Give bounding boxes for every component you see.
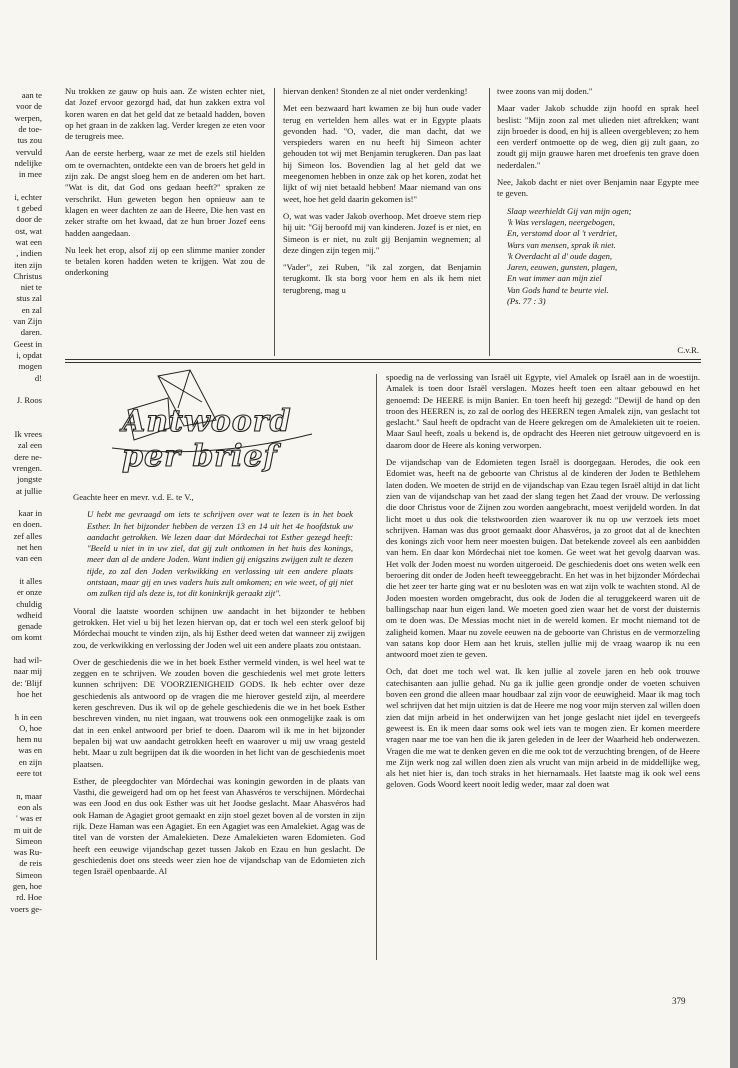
column-rule: [489, 88, 490, 356]
logo-title: Antwoord per brief: [122, 404, 292, 474]
author-signature: C.v.R.: [677, 344, 699, 355]
adjacent-page-fragment: at jullie: [15, 485, 42, 496]
adjacent-page-fragment: aan te: [21, 90, 42, 100]
adjacent-page-fragment: d!: [34, 372, 42, 383]
adjacent-page-fragment: , indien: [16, 248, 42, 259]
verse-line: En wat immer aan mijn ziel: [507, 273, 602, 284]
paragraph: "Vader", zei Ruben, "ik zal zorgen, dat Benjamin terugkomt. Ik sta borg voor hem en als ik hem niet terugbreng, mag u: [283, 262, 481, 295]
adjacent-page-fragment: naar mij: [13, 666, 42, 677]
paragraph: Over de geschiedenis die we in het boek Esther vermeld vinden, is wel heel wat te zeggen en te schrijven. We zouden boven die geschiedenis wel met grote letters kunnen schrijven: DE VOORZIENIGHEID GODS. Ik heb echter over deze geschiedenis als antwoord op de vragen die me hierover gesteld zijn, al meerdere keren geschreven. Dus ik wil op de gehele geschiedenis die we in het boek Esther beschreven vinden, nu niet ingaan, wat trouwens ook een onmogelijke zaak is om dat in een enkel antwoord per brief te doen. Daarom wil ik me in het bijzonder bepalen bij wat uw aandacht getrokken heeft en waarover u mij uw vraag gesteld hebt. Maar u zult begrijpen dat ik die woorden in het licht van de geschiedenis moet plaatsen.: [73, 656, 365, 769]
adjacent-page-fragment: van een: [15, 553, 42, 564]
adjacent-page-fragment: Simeon: [15, 835, 42, 846]
verse-line: Van Gods hand te beurte viel.: [507, 284, 609, 295]
letter-column-1: [73, 492, 365, 958]
adjacent-page-fragment: m uit de: [13, 824, 42, 835]
top-article-column-3: [497, 86, 699, 356]
adjacent-page-fragment: en doen.: [12, 519, 42, 530]
letter-column-2: [386, 372, 700, 972]
adjacent-page-fragment: it alles: [19, 575, 42, 586]
verse-line: Jaren, eeuwen, gunsten, plagen,: [507, 262, 618, 273]
adjacent-page-fragment: h in een: [14, 711, 42, 722]
top-article-column-2: [283, 86, 481, 354]
adjacent-page-fragment: voers ge-: [10, 903, 42, 914]
adjacent-page-fragments: [0, 0, 44, 914]
verse-line: Wars van mensen, sprak ik niet.: [507, 239, 616, 250]
adjacent-page-fragment: zal een: [17, 440, 42, 451]
adjacent-page-fragment: de reis: [19, 858, 42, 869]
adjacent-page-fragment: hem nu: [16, 734, 42, 745]
adjacent-page-fragment: ost, wat: [15, 225, 42, 236]
verse-line: En, verstomd door al 't verdriet,: [507, 228, 618, 239]
adjacent-page-fragment: had wil-: [13, 655, 42, 665]
paragraph: Nu leek het erop, alsof zij op een slimme manier zonder te betalen koren hadden weten te krijgen. Wat zou de onderkoning: [65, 244, 265, 278]
adjacent-page-fragment: en zal: [21, 304, 42, 315]
paragraph: hiervan denken! Stonden ze al niet onder verdenking!: [283, 86, 468, 96]
adjacent-page-fragment: om komt: [11, 632, 42, 643]
adjacent-page-fragment: kaar in: [18, 508, 42, 519]
adjacent-page-fragment: zef alles: [13, 530, 42, 541]
adjacent-page-fragment: was Ru-: [13, 847, 42, 858]
column-rule: [376, 374, 377, 960]
antwoord-per-brief-logo: [98, 368, 328, 474]
adjacent-page-fragment: door de: [15, 214, 42, 225]
adjacent-page-fragment: eon als: [17, 801, 42, 812]
adjacent-page-fragment: iten zijn: [14, 259, 42, 270]
paragraph: Maar vader Jakob schudde zijn hoofd en sprak heel beslist: "Mijn zoon zal met ulieden niet aftrekken; want zijn broeder is dood, en hij is alleen overgebleven; zo hem een verderf ontmoette op de weg, dien gij zult gaan, zo zoudt gij mijn grauwe haren met droefenis ten grave doen nederdalen.": [497, 103, 699, 170]
adjacent-page-fragment: chuldig: [16, 598, 42, 609]
paragraph: Nu trokken ze gauw op huis aan. Ze wisten echter niet, dat Jozef ervoor gezorgd had, dat hun zakken extra vol koren waren en dat het geld dat ze betaald hadden, boven op het graan in de zakken lag. Verder kregen ze eten voor de terugreis mee.: [65, 86, 265, 142]
adjacent-page-fragment: jongste: [17, 474, 42, 485]
adjacent-page-fragment: en zijn: [18, 756, 42, 767]
page-number: 379: [672, 996, 686, 1006]
adjacent-page-fragment: in mee: [18, 169, 42, 180]
adjacent-page-fragment: de: 'Blijf: [12, 677, 42, 688]
section-divider: [65, 359, 701, 360]
adjacent-page-fragment: wat een: [15, 236, 42, 247]
adjacent-page-fragment: Christus: [13, 270, 42, 281]
paragraph: spoedig na de verlossing van Israël uit Egypte, viel Amalek op Israël aan in de woestijn. Amalek is toen door Israël verslagen. Mozes heeft toen een altaar gebouwd en het genoemd: De HEERE is mijn Banier. En toen heeft hij gezegd: "Dewijl de hand op den troon des HEEREN is, zo zal de oorlog des HEEREN tegen Amalek zijn, van geslacht tot geslacht." Saul heeft de opdracht van de Heere gekregen om de Amalekieten uit te roeien. Maar Saul heeft, zoals u bekend is, de opdracht des Heeren niet getrouw uitgevoerd en is daarom door de Heere als koning verworpen.: [386, 372, 700, 450]
verse-line: (Ps. 77 : 3): [507, 296, 546, 307]
adjacent-page-fragment: van Zijn: [13, 316, 42, 326]
paragraph: Met een bezwaard hart kwamen ze bij hun oude vader terug en vertelden hem alles wat er in Egypte plaats gevonden had. "O, vader, die man dacht, dat we verspieders waren en nu heeft hij Simeon achter gehouden tot wij met Benjamin terugkeren. Dan pas laat hij Simeon los. Bovendien lag al het geld dat we meegenomen hebben in onze zak op het koren, zodat het lijkt of wij niet betaald hebben! Maar niemand van ons weet, hoe het geld daarin gekomen is!": [283, 103, 481, 204]
adjacent-page-fragment: Simeon: [15, 869, 42, 880]
adjacent-page-fragment: werpen,: [14, 112, 42, 123]
adjacent-page-fragment: niet te: [20, 282, 42, 293]
salutation: Geachte heer en mevr. v.d. E. te V.,: [73, 492, 194, 502]
paragraph: O, wat was vader Jakob overhoop. Met droeve stem riep hij uit: "Gij beroofd mij van kinderen. Jozef is er niet, en Simeon is er niet, nu zult gij Benjamin wegnemen; al deze dingen zijn tegen mij.": [283, 210, 481, 255]
top-article-column-1: [65, 86, 265, 354]
adjacent-page-fragment: net hen: [16, 542, 42, 552]
paragraph: Aan de eerste herberg, waar ze met de ezels stil hielden om te overnachten, ontdekte een van de broers het geld in zijn zak. De angst sloeg hem en de anderen om het hart. "Wat is dit, dat God ons gedaan heeft?" spraken ze verschrikt. Hun geweten begon hen opnieuw aan te klagen en weer dachten ze aan de Heere, Die hen vast en zeker strafte om het kwaad, dat ze hun broer Jozef eens hadden aangedaan.: [65, 148, 265, 238]
adjacent-page-fragment: Geest in: [13, 338, 42, 349]
verse-line: 'k Overdacht al d' oude dagen,: [507, 250, 613, 261]
adjacent-page-fragment: ' was er: [16, 813, 42, 824]
paragraph: De vijandschap van de Edomieten tegen Israël is doorgegaan. Herodes, die ook een Edomiet was, heeft na de geboorte van Christus al de kinderen der Joden te Bethlehem laten doden. We moeten de strijd en de vijandschap van Ezau tegen Israël altijd in dat licht zien van de vijandschap van het zaad der slang tegen het Zaad der vrouw. De verlossing die door Christus voor de Zijnen zou worden aangebracht, moest verijdeld worden. In dat licht moet u dus ook die tekstwoorden zien waarover ik nu op uw verzoek iets moet schrijven. Haman was dus groot gemaakt door Ahasvéros, ja zo groot dat al de knechten des konings zich voor hem neer moesten buigen. Dat betekende zoveel als een aanbidden van hem. En daar kon Mórdechai niet toe komen. Ge weet wat het gevolg daarvan was. Het volk der Joden moest nu worden uitgeroeid. De geschiedenis doet ons weten welk een beroering dit onder de Joden heeft teweeggebracht. En het was in het bijzonder Mórdechai die het zeer ter harte ging wat er nu besloten was en wat zijn volk te wachten stond. Al de Joden moesten worden omgebracht, dus ook de Joden die al teruggekeerd waren uit de ballingschap naar hun eigen land. We moeten goed zien waar het de vorst der duisternis om te doen was. De Messias mocht niet in de wereld komen. Er mocht niemand tot de zaligheid komen. Maar nu zovele eeuwen na de geboorte van Christus en de vermorzeling van satans kop door Hem aan het kruis, stellen jullie mij de vraag waarop ik nu een antwoord moet zien te geven.: [386, 457, 700, 660]
paragraph: Och, dat doet me toch wel wat. Ik ken jullie al zovele jaren en heb ook trouwe catechisanten aan jullie gehad. Nu ga ik jullie geen grondje onder de voeten schuiven boven een grond die alleen maar houdbaar zal zijn voor de eeuwigheid. Maar ik mag toch wel schrijven dat het mijn uitzien is dat de Heere me nog voor mijn sterven zal willen doen zien dat mijn arbeid in het onderwijzen van het jonge geslacht niet ijdel en tevergeefs geweest is. En ik meen daar soms ook wel iets van te mogen zien. Er komen meerdere vragen naar me toe van hen die ik jaren geleden in de leer der Waarheid heb onderwezen. Vragen die me wat te denken geven en die me ook tot de verzuchting brengen, of de Heere me Zijn werk nog zal willen doen zien als vrucht van mijn arbeid in de middellijke weg, als het niet hier is, dan toch straks in het hiernamaals. Het laatste mag ik ook wel eens geloven. Gods Woord keert nooit ledig weder, maar zal doen wat: [386, 666, 700, 790]
adjacent-page-fragment: eere tot: [16, 768, 42, 778]
adjacent-page-fragment: er onze: [16, 587, 42, 598]
intro-quote: U hebt me gevraagd om iets te schrijven over wat te lezen is in het boek Esther. In het bijzonder hebben de verzen 13 en 14 uit het 4e hoofdstuk uw aandacht getrokken. We lezen daar dat Mórdechai tot Esther gezegd heeft: "Beeld u niet in in uw ziel, dat gij zult ontkomen in het huis des konings, meer dan al de andere Joden. Want indien gij enigszins zwijgen zult te dezen tijde, zo zal den Joden verkwikking en verlossing uit een andere plaats ontstaan, maar gij en uws vaders huis zult omkomen; en wie weet, of gij niet om zulken tijd als deze is, tot dit koninkrijk geraakt zijt".: [87, 509, 353, 599]
adjacent-page-fragment: voor de: [15, 101, 42, 112]
adjacent-page-fragment: t gebed: [16, 203, 42, 213]
adjacent-page-fragment: de toe-: [18, 123, 42, 134]
adjacent-page-fragment: O, hoe: [19, 722, 42, 733]
adjacent-page-fragment: vrengen.: [12, 462, 42, 473]
section-divider: [65, 362, 701, 363]
adjacent-page-fragment: vervuld: [15, 146, 42, 157]
paragraph: Vooral die laatste woorden schijnen uw aandacht in het bijzonder te hebben getrokken. Het viel u bij het lezen hiervan op, dat er toch wel een sterk geloof bij Mórdechai moucht te vinden zijn, als hij Esther deed weten dat wanneer zij zwijgen zou, de verkwikking en verlossing der Joden wel uit een andere plaats zou ontstaan.: [73, 605, 365, 650]
adjacent-page-fragment: was en: [18, 745, 42, 756]
adjacent-page-fragment: daren.: [20, 327, 42, 338]
adjacent-page-fragment: n, maar: [16, 790, 42, 801]
adjacent-page-fragment: dere ne-: [14, 451, 42, 462]
adjacent-page-fragment: J. Roos: [16, 395, 42, 406]
paragraph: Nee, Jakob dacht er niet over Benjamin naar Egypte mee te geven.: [497, 177, 699, 199]
adjacent-page-fragment: ndelijke: [14, 157, 42, 168]
adjacent-page-fragment: i, echter: [14, 191, 42, 202]
adjacent-page-fragment: i, opdat: [16, 349, 42, 360]
adjacent-page-fragment: gen, hoe: [12, 881, 42, 891]
paragraph: Esther, de pleegdochter van Mórdechai was koningin geworden in de plaats van Vasthi, die geweigerd had om op het feest van Ahasvéros te verschijnen. Mórdechai was een Jood en dus ook Esther was uit het Joodse geslacht. Maar Ahasvéros had ook Haman de Agagiet groot gemaakt en zijn stoel gezet boven al de vorsten in zijn rijk. Deze Haman was een Agagiet. En een Agagiet was een Amalekiet. Agag was de titel van de vorsten der Amalekieten. Deze Amalekieten waren Edomieten. God heeft een eeuwige vijandschap gezet tussen Jakob en Ezau en hun geslacht. De geschiedenis doet ons steeds weer zien hoe de vijandschap van de Edomieten zich tegen Israël openbaarde. Al: [73, 775, 365, 877]
adjacent-page-fragment: hoe het: [16, 688, 42, 699]
column-rule: [274, 88, 275, 356]
adjacent-page-fragment: stus zal: [16, 293, 42, 304]
adjacent-page-fragment: tus zou: [17, 135, 42, 146]
paragraph: twee zoons van mij doden.": [497, 86, 593, 96]
adjacent-page-fragment: Ik vrees: [14, 429, 42, 439]
psalm-verse: [497, 206, 699, 308]
adjacent-page-fragment: genade: [17, 621, 42, 632]
adjacent-page-fragment: wdheid: [16, 609, 42, 620]
adjacent-page-fragment: mogen: [18, 361, 42, 372]
adjacent-page-fragment: rd. Hoe: [16, 892, 42, 903]
verse-line: 'k Was verslagen, neergebogen,: [507, 216, 615, 227]
verse-line: Slaap weerhieldt Gij van mijn ogen;: [507, 205, 632, 216]
